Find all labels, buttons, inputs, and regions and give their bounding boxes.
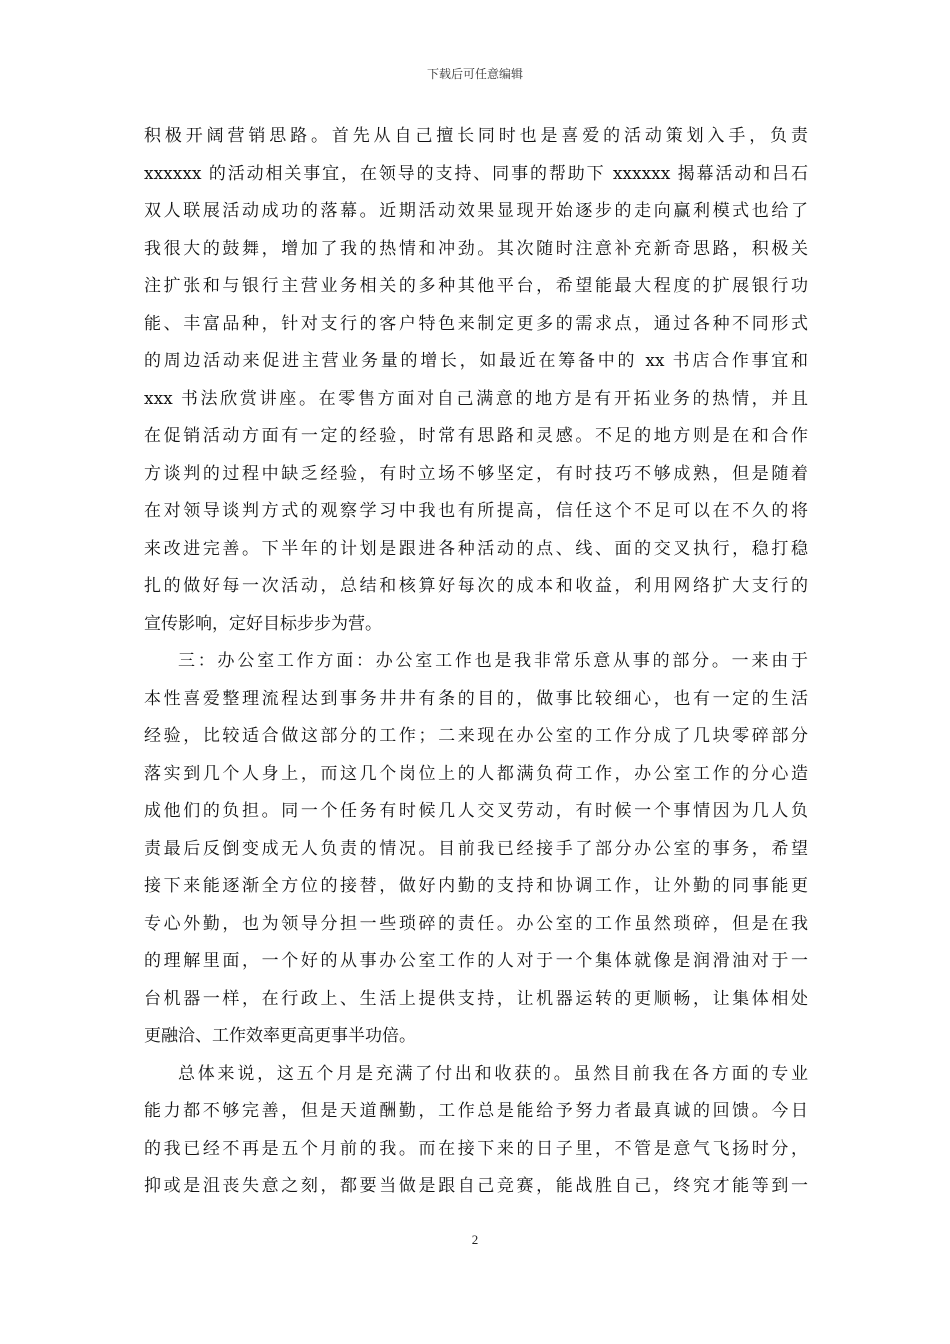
text-line: xxx 书法欣赏讲座。在零售方面对自己满意的地方是有开拓业务的热情，并且: [144, 388, 808, 409]
text-line: 抑或是沮丧失意之刻，都要当做是跟自己竞赛，能战胜自己，终究才能等到一: [144, 1176, 808, 1196]
text-line: 的理解里面，一个好的从事办公室工作的人对于一个集体就像是润滑油对于一: [144, 951, 808, 971]
text-line: 宣传影响，定好目标步步为营。: [144, 613, 382, 634]
text-line: 总体来说，这五个月是充满了付出和收获的。虽然目前我在各方面的专业: [178, 1063, 808, 1084]
document-body: [144, 118, 808, 1206]
text-line: 经验，比较适合做这部分的工作；二来现在办公室的工作分成了几块零碎部分: [144, 726, 808, 746]
text-line: 注扩张和与银行主营业务相关的多种其他平台，希望能最大程度的扩展银行功: [144, 276, 808, 296]
paragraph-2: [144, 643, 808, 1056]
text-line: 我很大的鼓舞，增加了我的热情和冲劲。其次随时注意补充新奇思路，积极关: [144, 238, 808, 259]
text-line: 在促销活动方面有一定的经验，时常有思路和灵感。不足的地方则是在和合作: [144, 426, 808, 446]
text-line: 方谈判的过程中缺乏经验，有时立场不够坚定，有时技巧不够成熟，但是随着: [144, 463, 808, 484]
text-line: 积极开阔营销思路。首先从自己擅长同时也是喜爱的活动策划入手，负责: [144, 126, 808, 146]
text-line: xxxxxx 的活动相关事宜，在领导的支持、同事的帮助下 xxxxxx 揭幕活动和吕石: [144, 163, 808, 184]
text-line: 的周边活动来促进主营业务量的增长，如最近在筹备中的 xx 书店合作事宜和: [144, 351, 808, 371]
page-header: 下载后可任意编辑: [426, 67, 523, 81]
text-line: 三：办公室工作方面：办公室工作也是我非常乐意从事的部分。一来由于: [178, 651, 808, 671]
text-line: 责最后反倒变成无人负责的情况。目前我已经接手了部分办公室的事务，希望: [144, 838, 808, 859]
text-line: 专心外勤，也为领导分担一些琐碎的责任。办公室的工作虽然琐碎，但是在我: [144, 913, 808, 934]
text-line: 本性喜爱整理流程达到事务井井有条的目的，做事比较细心，也有一定的生活: [144, 688, 808, 709]
text-line: 成他们的负担。同一个任务有时候几人交叉劳动，有时候一个事情因为几人负: [144, 801, 808, 821]
text-line: 扎的做好每一次活动，总结和核算好每次的成本和收益，利用网络扩大支行的: [144, 576, 808, 596]
paragraph-3: [144, 1056, 808, 1206]
text-line: 台机器一样，在行政上、生活上提供支持，让机器运转的更顺畅，让集体相处: [144, 988, 808, 1009]
text-line: 能力都不够完善，但是天道酬勤，工作总是能给予努力者最真诚的回馈。今日: [144, 1101, 808, 1121]
text-line: 能、丰富品种，针对支行的客户特色来制定更多的需求点，通过各种不同形式: [144, 313, 808, 334]
text-line: 在对领导谈判方式的观察学习中我也有所提高，信任这个不足可以在不久的将: [144, 501, 808, 521]
paragraph-1: [144, 118, 808, 643]
text-line: 双人联展活动成功的落幕。近期活动效果显现开始逐步的走向赢利模式也给了: [144, 201, 808, 221]
text-line: 落实到几个人身上，而这几个岗位上的人都满负荷工作，办公室工作的分心造: [144, 763, 808, 784]
page-number: 2: [471, 1232, 479, 1247]
text-line: 接下来能逐渐全方位的接替，做好内勤的支持和协调工作，让外勤的同事能更: [144, 876, 808, 896]
text-line: 的我已经不再是五个月前的我。而在接下来的日子里，不管是意气飞扬时分，: [144, 1138, 808, 1159]
text-line: 来改进完善。下半年的计划是跟进各种活动的点、线、面的交叉执行，稳打稳: [144, 538, 808, 559]
text-line: 更融洽、工作效率更高更事半功倍。: [144, 1026, 416, 1046]
